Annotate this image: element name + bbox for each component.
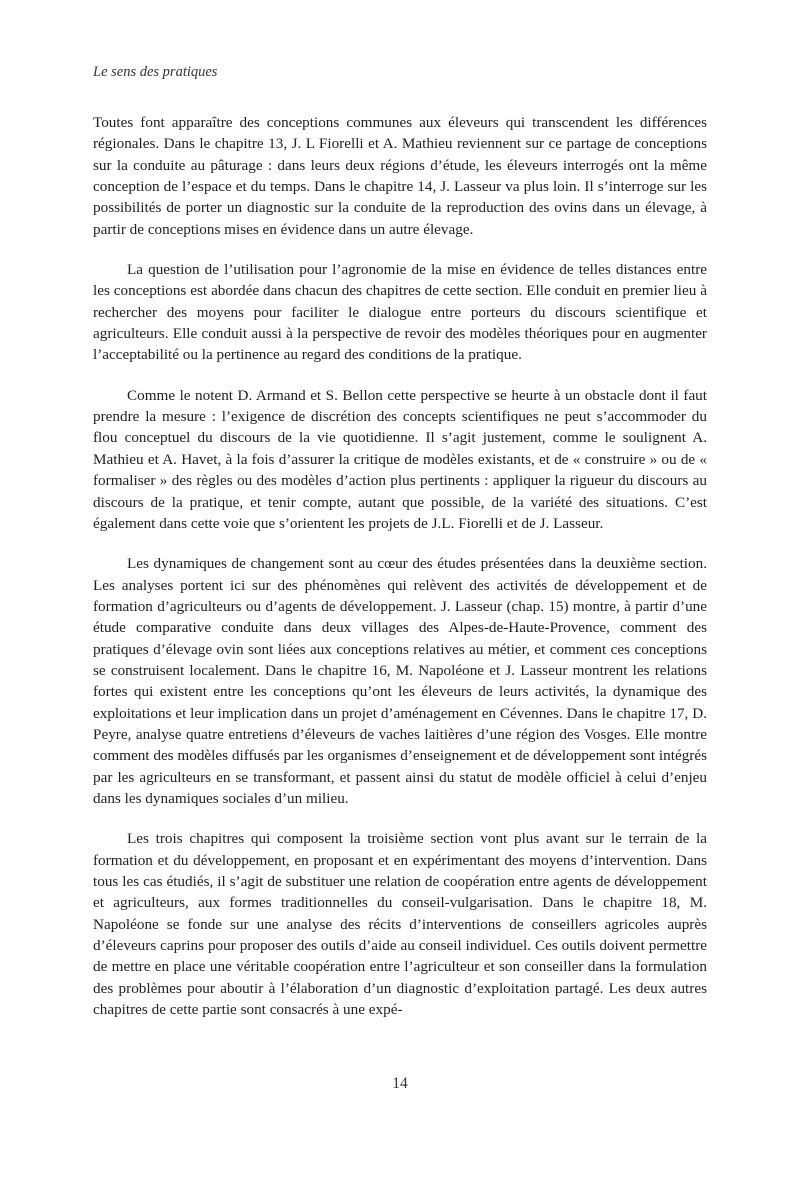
running-head: Le sens des pratiques: [93, 64, 218, 80]
page-body: [93, 112, 707, 1039]
page-number: 14: [392, 1075, 408, 1092]
paragraph-2: La question de l’utilisation pour l’agronomie de la mise en évidence de telles distances entre les conceptions est abordée dans chacun des chapitres de cette section. Elle conduit en premier lieu à rechercher des moyens pour faciliter le dialogue entre porteurs du discours scientifique et agriculteurs. Elle conduit aussi à la perspective de revoir des modèles théoriques pour en augmenter l’acceptabilité ou la pertinence au regard des conditions de la pratique.: [93, 261, 707, 364]
paragraph-4: Les dynamiques de changement sont au cœur des études présentées dans la deuxième section. Les analyses portent ici sur des phénomènes qui relèvent des activités de développement et de formation d’agriculteurs ou d’agents de développement. J. Lasseur (chap. 15) montre, à partir d’une étude comparative conduite dans deux villages des Alpes-de-Haute-Provence, comment des pratiques d’élevage ovin sont liées aux conceptions relatives au métier, et comment ces conceptions se construisent localement. Dans le chapitre 16, M. Napoléone et J. Lasseur montrent les relations fortes qui existent entre les conceptions qu’ont les éleveurs de leurs activités, la dynamique des exploitations et leur implication dans un projet d’aménagement en Cévennes. Dans le chapitre 17, D. Peyre, analyse quatre entretiens d’éleveurs de vaches laitières d’une région des Vosges. Elle montre comment des modèles diffusés par les organismes d’enseignement et de développement sont intégrés par les agriculteurs en se transformant, et passent ainsi du statut de modèle officiel à celui d’enjeu dans les dynamiques sociales d’un milieu.: [93, 555, 707, 807]
paragraph-3: Comme le notent D. Armand et S. Bellon cette perspective se heurte à un obstacle dont il faut prendre la mesure : l’exigence de discrétion des concepts scientifiques ne peut s’accommoder du flou conceptuel du discours de la vie quotidienne. Il s’agit justement, comme le soulignent A. Mathieu et A. Havet, à la fois d’assurer la critique de modèles existants, et de « construire » ou de « formaliser » des règles ou des modèles d’action plus pertinents : appliquer la rigueur du discours au discours de la pratique, et tenir compte, autant que possible, de la variété des situations. C’est également dans cette voie que s’orientent les projets de J.L. Fiorelli et de J. Lasseur.: [93, 386, 707, 532]
paragraph-1: Toutes font apparaître des conceptions communes aux éleveurs qui transcendent les différences régionales. Dans le chapitre 13, J. L Fiorelli et A. Mathieu reviennent sur ce partage de conceptions sur la conduite au pâturage : dans leurs deux régions d’étude, les éleveurs interrogés ont la même conception de l’espace et du temps. Dans le chapitre 14, J. Lasseur va plus loin. Il s’interroge sur les possibilités de porter un diagnostic sur la conduite de la reproduction des ovins dans un élevage, à partir de conceptions mises en évidence dans un autre élevage.: [93, 114, 707, 238]
paragraph-5: Les trois chapitres qui composent la troisième section vont plus avant sur le terrain de la formation et du développement, en proposant et en expérimentant des moyens d’intervention. Dans tous les cas étudiés, il s’agit de substituer une relation de coopération entre agents de développement et agriculteurs, aux formes traditionnelles du conseil-vulgarisation. Dans le chapitre 18, M. Napoléone se fonde sur une analyse des récits d’interventions de conseillers agricoles auprès d’éleveurs caprins pour proposer des outils d’aide au conseil individuel. Ces outils doivent permettre de mettre en place une véritable coopération entre l’agriculteur et son conseiller dans la formulation des problèmes pour aboutir à l’élaboration d’un diagnostic d’exploitation partagé. Les deux autres chapitres de cette partie sont consacrés à une expé-: [93, 830, 707, 1019]
